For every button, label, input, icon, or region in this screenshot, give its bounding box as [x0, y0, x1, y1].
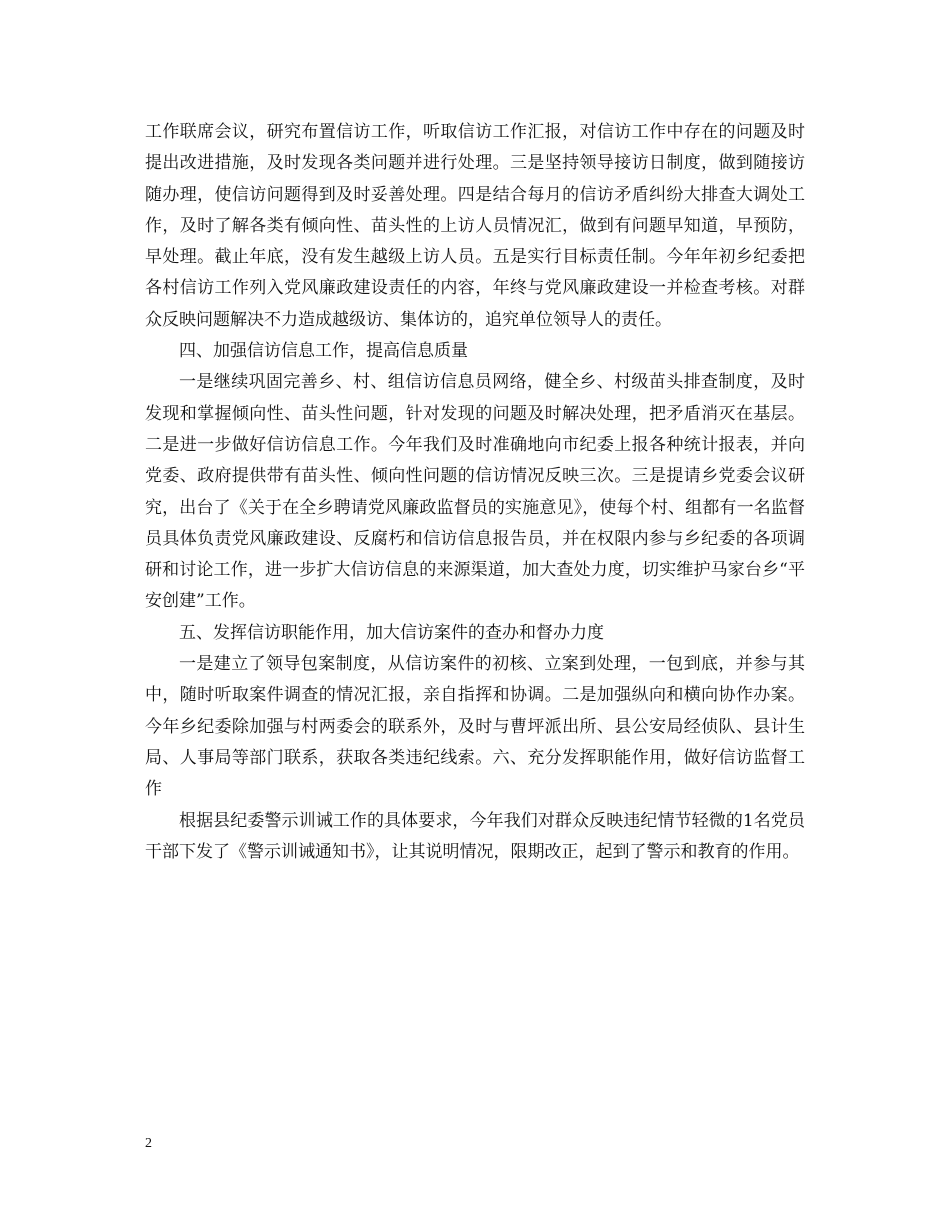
paragraph-section-five: 一是建立了领导包案制度，从信访案件的初核、立案到处理，一包到底，并参与其中，随时听取案件调查的情况汇报，亲自指挥和协调。二是加强纵向和横向协作办案。今年乡纪委除加强与村两委会的联系外，及时与曹坪派出所、县公安局经侦队、县计生局、人事局等部门联系，获取各类违纪线索。六、充分发挥职能作用，做好信访监督工作 [145, 654, 805, 800]
document-body [145, 117, 805, 868]
paragraph-warning-notice: 根据县纪委警示训诫工作的具体要求，今年我们对群众反映违纪情节轻微的1名党员干部下发了《警示训诫通知书》，让其说明情况，限期改正，起到了警示和教育的作用。 [145, 810, 805, 862]
page-number: 2 [145, 1136, 152, 1151]
section-heading-five: 五、发挥信访职能作用，加大信访案件的查办和督办力度 [179, 622, 604, 643]
section-heading-four: 四、加强信访信息工作，提高信息质量 [179, 341, 468, 362]
paragraph-section-four: 一是继续巩固完善乡、村、组信访信息员网络，健全乡、村级苗头排查制度，及时发现和掌握倾向性、苗头性问题，针对发现的问题及时解决处理，把矛盾消灭在基层。二是进一步做好信访信息工作。今年我们及时准确地向市纪委上报各种统计报表，并向党委、政府提供带有苗头性、倾向性问题的信访情况反映三次。三是提请乡党委会议研究，出台了《关于在全乡聘请党风廉政监督员的实施意见》，使每个村、组都有一名监督员具体负责党风廉政建设、反腐朽和信访信息报告员，并在权限内参与乡纪委的各项调研和讨论工作，进一步扩大信访信息的来源渠道，加大查处力度，切实维护马家台乡“平安创建”工作。 [145, 372, 805, 612]
paragraph-continuation: 工作联席会议，研究布置信访工作，听取信访工作汇报，对信访工作中存在的问题及时提出改进措施，及时发现各类问题并进行处理。三是坚持领导接访日制度，做到随接访随办理，使信访问题得到及时妥善处理。四是结合每月的信访矛盾纠纷大排查大调处工作，及时了解各类有倾向性、苗头性的上访人员情况汇，做到有问题早知道，早预防，早处理。截止年底，没有发生越级上访人员。五是实行目标责任制。今年年初乡纪委把各村信访工作列入党风廉政建设责任的内容，年终与党风廉政建设一并检查考核。对群众反映问题解决不力造成越级访、集体访的，追究单位领导人的责任。 [145, 122, 805, 330]
